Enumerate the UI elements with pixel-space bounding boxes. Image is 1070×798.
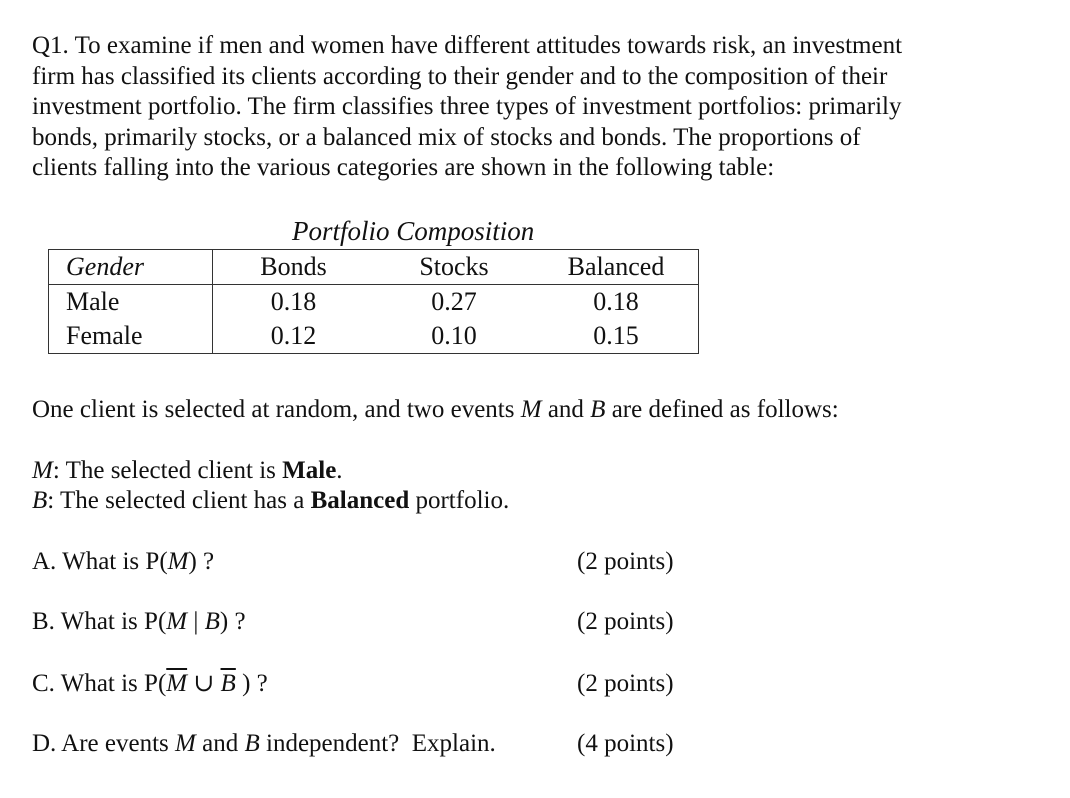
event-m-label: M <box>32 457 53 484</box>
row-gender: Female <box>49 319 213 354</box>
header-gender: Gender <box>49 250 213 285</box>
part-d-points: (4 points) <box>577 730 674 757</box>
part-d-question <box>32 729 496 759</box>
cell-balanced: 0.15 <box>593 321 639 350</box>
part-b-points: (2 points) <box>577 608 674 635</box>
part-c-var1-complement: $\overline{M}$ <box>166 670 188 697</box>
header-balanced: Balanced <box>534 250 699 285</box>
event-b-symbol: B <box>590 396 606 423</box>
part-d-var1: M <box>175 730 196 757</box>
selection-text-b: are defined as follows: <box>605 396 839 423</box>
cell-stocks: 0.10 <box>431 321 477 350</box>
part-a-points: (2 points) <box>577 548 674 575</box>
event-m-text: : The selected client is <box>52 457 283 484</box>
cell-bonds: 0.18 <box>270 287 317 316</box>
part-d-mid: and <box>195 730 245 757</box>
part-c-union: ∪ <box>187 670 221 697</box>
selection-text-a: One client is selected at random, and two events <box>32 396 521 423</box>
cell-balanced: 0.18 <box>593 287 639 316</box>
event-m-end: . <box>336 457 343 484</box>
row-gender: Male <box>49 285 213 320</box>
part-c-suffix: ) ? <box>235 670 268 697</box>
part-b-prefix: B. What is P( <box>32 608 167 635</box>
table-header-row <box>49 250 699 285</box>
header-bonds: Bonds <box>213 250 375 285</box>
part-b-mid: | <box>187 608 205 635</box>
header-stocks: Stocks <box>374 250 534 285</box>
event-b-bold: Balanced <box>310 487 410 514</box>
part-b-suffix: ) ? <box>219 608 246 635</box>
part-a-prefix: A. What is P( <box>32 548 168 575</box>
part-c-question <box>32 669 268 699</box>
part-b-var2: B <box>204 608 220 635</box>
part-d-var2: B <box>244 730 260 757</box>
table-caption: Portfolio Composition <box>292 216 535 246</box>
event-b-text: : The selected client has a <box>47 487 311 514</box>
selection-and: and <box>541 396 591 423</box>
part-a-suffix: ) ? <box>188 548 215 575</box>
event-m-bold: Male <box>282 457 337 484</box>
part-b-var1: M <box>166 608 188 635</box>
table-row <box>49 285 699 320</box>
part-c-var2-complement: $\overline{B}$ <box>220 670 236 697</box>
event-m-definition <box>32 456 343 486</box>
part-c-prefix: C. What is P( <box>32 670 167 697</box>
part-a-var: M <box>167 548 189 575</box>
event-b-definition <box>32 486 509 516</box>
event-m-symbol: M <box>520 396 542 423</box>
table-row <box>49 319 699 354</box>
selection-sentence <box>32 395 839 425</box>
cell-bonds: 0.12 <box>270 321 317 350</box>
event-b-label: B <box>32 487 48 514</box>
part-d-suffix: independent? Explain. <box>259 730 496 757</box>
part-a-question <box>32 547 214 577</box>
cell-stocks: 0.27 <box>431 287 477 316</box>
question-intro: Q1. To examine if men and women have different attitudes towards risk, an investment firm has classified its clients according to their gender and to the composition of their investment portfolio. The firm classifies three types of investment portfolios: primarily bonds, primarily stocks, or a balanced mix of stocks and bonds. The proportions of clients falling into the various categories are shown in the following table: <box>32 32 903 181</box>
portfolio-table <box>48 249 699 354</box>
part-c-points: (2 points) <box>577 670 674 697</box>
part-d-prefix: D. Are events <box>32 730 176 757</box>
event-b-end: portfolio. <box>409 487 510 514</box>
part-b-question <box>32 607 246 637</box>
